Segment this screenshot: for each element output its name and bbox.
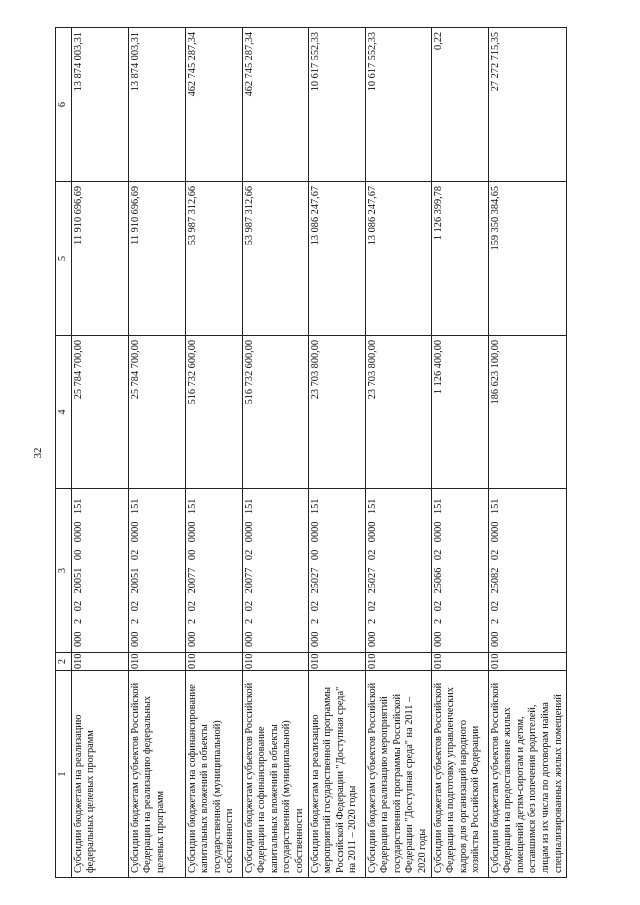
row-remaining-amount: 13 874 003,31 (71, 28, 128, 182)
row-executed-amount: 11 910 696,69 (128, 182, 185, 336)
row-planned-amount: 23 703 800,00 (365, 336, 431, 489)
row-name: Субсидии бюджетам субъектов Российской Федерации на реализацию мероприятий государственной программы Российской Федерации "Доступная среда" на 2011 – 2020 годы (365, 671, 431, 878)
row-budget-code: 000 2 02 25027 02 0000 151 (365, 489, 431, 653)
row-name: Субсидии бюджетам субъектов Российской Федерации на подготовку управленческих кадров для организаций народного хозяйства Российской Федерации (431, 671, 488, 878)
row-planned-amount: 23 703 800,00 (308, 336, 365, 489)
row-executed-amount: 53 987 312,66 (185, 182, 242, 336)
row-name: Субсидии бюджетам субъектов Российской Федерации на софинансирование капитальных вложений в объекты государственной (муниципальной) собственности (242, 671, 308, 878)
table-row (365, 28, 431, 878)
rotated-page-content (55, 28, 585, 878)
row-admin-code: 010 (308, 653, 365, 671)
header-cell: 1 (56, 671, 72, 878)
row-remaining-amount: 27 272 715,35 (488, 28, 567, 182)
row-budget-code: 000 2 02 25066 02 0000 151 (431, 489, 488, 653)
row-name: Субсидии бюджетам на реализацию федеральных целевых программ (71, 671, 128, 878)
row-budget-code: 000 2 02 25027 00 0000 151 (308, 489, 365, 653)
row-name: Субсидии бюджетам субъектов Российской Федерации на предоставление жилых помещений детям-сиротам и детям, оставшимся без попечения родителей, лицам из их числа по договорам найма специализированных жилых помещений (488, 671, 567, 878)
row-budget-code: 000 2 02 25082 02 0000 151 (488, 489, 567, 653)
row-executed-amount: 11 910 696,69 (71, 182, 128, 336)
row-planned-amount: 1 126 400,00 (431, 336, 488, 489)
table-row (185, 28, 242, 878)
row-admin-code: 010 (365, 653, 431, 671)
row-admin-code: 010 (431, 653, 488, 671)
row-admin-code: 010 (488, 653, 567, 671)
row-planned-amount: 186 623 100,00 (488, 336, 567, 489)
row-remaining-amount: 10 617 552,33 (308, 28, 365, 182)
budget-table (55, 27, 567, 878)
row-remaining-amount: 0,22 (431, 28, 488, 182)
row-remaining-amount: 10 617 552,33 (365, 28, 431, 182)
row-name: Субсидии бюджетам субъектов Российской Федерации на реализацию федеральных целевых программ (128, 671, 185, 878)
table-row (128, 28, 185, 878)
row-name: Субсидии бюджетам на софинансирование капитальных вложений в объекты государственной (муниципальной) собственности (185, 671, 242, 878)
page-number: 32 (32, 447, 44, 459)
row-admin-code: 010 (71, 653, 128, 671)
table-row (71, 28, 128, 878)
row-remaining-amount: 462 745 287,34 (242, 28, 308, 182)
row-executed-amount: 53 987 312,66 (242, 182, 308, 336)
row-planned-amount: 25 784 700,00 (128, 336, 185, 489)
row-remaining-amount: 462 745 287,34 (185, 28, 242, 182)
row-name: Субсидии бюджетам на реализацию мероприятий государственной программы Российской Федерации "Доступная среда" на 2011 – 2020 годы (308, 671, 365, 878)
row-executed-amount: 13 086 247,67 (308, 182, 365, 336)
table-row (242, 28, 308, 878)
header-row (56, 28, 72, 878)
row-executed-amount: 159 350 384,65 (488, 182, 567, 336)
row-admin-code: 010 (185, 653, 242, 671)
header-cell: 3 (56, 489, 72, 653)
row-planned-amount: 25 784 700,00 (71, 336, 128, 489)
table-row (431, 28, 488, 878)
header-cell: 2 (56, 653, 72, 671)
header-cell: 4 (56, 336, 72, 489)
row-planned-amount: 516 732 600,00 (242, 336, 308, 489)
table-row (308, 28, 365, 878)
row-executed-amount: 13 086 247,67 (365, 182, 431, 336)
row-admin-code: 010 (242, 653, 308, 671)
row-executed-amount: 1 126 399,78 (431, 182, 488, 336)
header-cell: 6 (56, 28, 72, 182)
row-remaining-amount: 13 874 003,31 (128, 28, 185, 182)
table-row (488, 28, 567, 878)
row-admin-code: 010 (128, 653, 185, 671)
row-budget-code: 000 2 02 20077 02 0000 151 (242, 489, 308, 653)
row-budget-code: 000 2 02 20077 00 0000 151 (185, 489, 242, 653)
row-budget-code: 000 2 02 20051 02 0000 151 (128, 489, 185, 653)
row-planned-amount: 516 732 600,00 (185, 336, 242, 489)
header-cell: 5 (56, 182, 72, 336)
row-budget-code: 000 2 02 20051 00 0000 151 (71, 489, 128, 653)
